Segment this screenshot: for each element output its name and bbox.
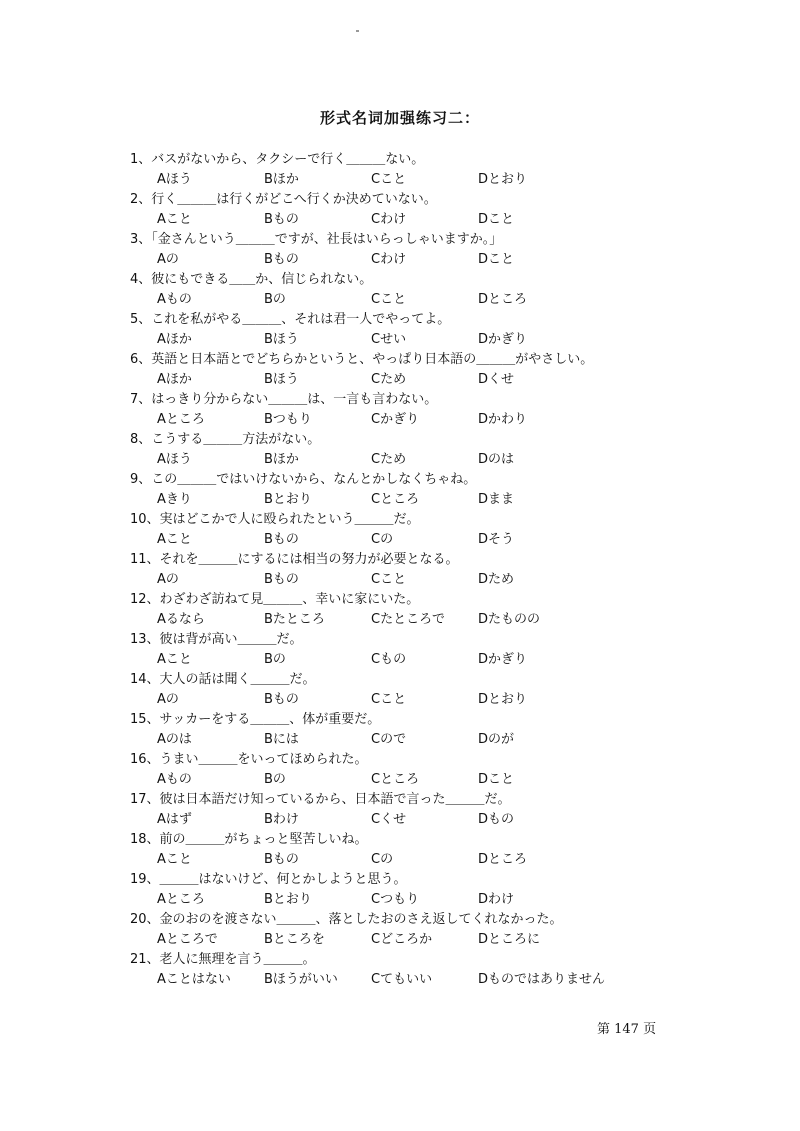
answer-option: Aこと <box>157 212 192 227</box>
answer-option: Aほか <box>157 332 192 347</box>
answer-option: Dそう <box>478 532 515 547</box>
question-stem: 10、実はどこかで人に殴られたという＿＿＿だ。 <box>130 512 420 527</box>
answer-option: Bほう <box>264 332 299 347</box>
question-stem: 9、この＿＿＿ではいけないから、なんとかしなくちゃね。 <box>130 472 477 487</box>
answer-option: Aきり <box>157 492 192 507</box>
answer-option: Cつもり <box>371 892 420 907</box>
answer-option: Aもの <box>157 772 192 787</box>
answer-option: Aほう <box>157 172 192 187</box>
answer-option: Aるなら <box>157 612 205 627</box>
answer-option: Dこと <box>478 212 515 227</box>
answer-option: Cところ <box>371 492 420 507</box>
answer-option: Bもの <box>264 252 299 267</box>
answer-option: Aのは <box>157 732 192 747</box>
answer-option: Cどころか <box>371 932 433 947</box>
answer-option: Cかぎり <box>371 412 420 427</box>
question-item <box>130 470 770 510</box>
answer-option: Aところ <box>157 892 205 907</box>
answer-option: Bほうがいい <box>264 972 338 987</box>
question-stem: 2、行く＿＿＿は行くがどこへ行くか決めていない。 <box>130 192 437 207</box>
answer-option: Aの <box>157 252 179 267</box>
answer-option: Cので <box>371 732 407 747</box>
answer-option: Bには <box>264 732 299 747</box>
question-stem: 3、「金さんという＿＿＿ですが、社長はいらっしゃいますか。」 <box>130 232 503 247</box>
answer-options <box>130 530 770 550</box>
question-stem: 12、わざわざ訪ねて見＿＿＿、幸いに家にいた。 <box>130 592 420 607</box>
answer-option: Cこと <box>371 692 407 707</box>
answer-option: Dわけ <box>478 892 515 907</box>
answer-option: Dたものの <box>478 612 541 627</box>
answer-option: Cせい <box>371 332 407 347</box>
answer-option: Bつもり <box>264 412 312 427</box>
answer-options <box>130 770 770 790</box>
question-item <box>130 230 770 270</box>
answer-option: Aの <box>157 572 179 587</box>
answer-options <box>130 850 770 870</box>
answer-option: Aところ <box>157 412 205 427</box>
question-item <box>130 270 770 310</box>
answer-option: Dところ <box>478 292 528 307</box>
answer-option: Bわけ <box>264 812 299 827</box>
answer-option: Bとおり <box>264 892 312 907</box>
answer-option: Dところ <box>478 852 528 867</box>
page-number: 第 147 页 <box>597 1022 657 1037</box>
answer-option: Cもの <box>371 652 407 667</box>
answer-option: Dとおり <box>478 692 528 707</box>
answer-options <box>130 450 770 470</box>
question-item <box>130 750 770 790</box>
answer-option: Bもの <box>264 852 299 867</box>
answer-option: Dところに <box>478 932 541 947</box>
answer-options <box>130 930 770 950</box>
question-stem: 8、こうする＿＿＿方法がない。 <box>130 432 321 447</box>
answer-option: Dため <box>478 572 515 587</box>
answer-options <box>130 610 770 630</box>
answer-option: Aはず <box>157 812 192 827</box>
question-item <box>130 590 770 630</box>
question-item <box>130 350 770 390</box>
answer-option: Dかわり <box>478 412 528 427</box>
answer-option: Bほか <box>264 172 299 187</box>
answer-option: Bの <box>264 652 286 667</box>
question-item <box>130 790 770 830</box>
question-stem: 7、はっきり分からない＿＿＿は、一言も言わない。 <box>130 392 438 407</box>
answer-option: Bもの <box>264 692 299 707</box>
answer-options <box>130 810 770 830</box>
answer-option: Bたところ <box>264 612 325 627</box>
question-stem: 19、＿＿＿はないけど、何とかしようと思う。 <box>130 872 407 887</box>
answer-option: Dこと <box>478 252 515 267</box>
answer-option: Cわけ <box>371 212 407 227</box>
question-item <box>130 510 770 550</box>
answer-option: Cこと <box>371 292 407 307</box>
question-item <box>130 830 770 870</box>
page-title: 形式名词加强练习二： <box>319 109 480 127</box>
answer-option: Dかぎり <box>478 652 528 667</box>
question-item <box>130 630 770 670</box>
question-item <box>130 190 770 230</box>
answer-option: Dのが <box>478 732 515 747</box>
question-item <box>130 550 770 590</box>
answer-option: Bの <box>264 772 286 787</box>
answer-options <box>130 690 770 710</box>
answer-options <box>130 650 770 670</box>
answer-option: Aの <box>157 692 179 707</box>
question-stem: 18、前の＿＿＿がちょっと堅苦しいね。 <box>130 832 368 847</box>
answer-option: Dのは <box>478 452 515 467</box>
question-stem: 11、それを＿＿＿にするには相当の努力が必要となる。 <box>130 552 459 567</box>
answer-option: Cくせ <box>371 812 407 827</box>
answer-options <box>130 890 770 910</box>
question-stem: 21、老人に無理を言う＿＿＿。 <box>130 952 316 967</box>
question-stem: 1、バスがないから、タクシーで行く＿＿＿ない。 <box>130 152 425 167</box>
answer-options <box>130 970 770 990</box>
answer-option: Aこと <box>157 652 192 667</box>
question-stem: 13、彼は背が高い＿＿＿だ。 <box>130 632 303 647</box>
answer-option: Aこと <box>157 852 192 867</box>
answer-option: Bもの <box>264 212 299 227</box>
answer-option: Cこと <box>371 572 407 587</box>
answer-option: Cてもいい <box>371 972 433 987</box>
answer-option: Dかぎり <box>478 332 528 347</box>
answer-option: Bところを <box>264 932 325 947</box>
question-stem: 16、うまい＿＿＿をいってほめられた。 <box>130 752 368 767</box>
question-stem: 20、金のおのを渡さない＿＿＿、落としたおのさえ返してくれなかった。 <box>130 912 563 927</box>
answer-options <box>130 570 770 590</box>
answer-option: Bもの <box>264 572 299 587</box>
answer-option: Cの <box>371 852 394 867</box>
question-item <box>130 390 770 430</box>
answer-option: Bほか <box>264 452 299 467</box>
answer-options <box>130 210 770 230</box>
answer-option: Cため <box>371 452 407 467</box>
answer-option: Aこと <box>157 532 192 547</box>
question-item <box>130 710 770 750</box>
answer-options <box>130 370 770 390</box>
answer-option: Bとおり <box>264 492 312 507</box>
question-item <box>130 910 770 950</box>
question-list <box>130 150 770 990</box>
answer-options <box>130 410 770 430</box>
answer-option: Cの <box>371 532 394 547</box>
answer-option: Dものではありません <box>478 972 606 987</box>
answer-option: Dこと <box>478 772 515 787</box>
answer-option: Aところで <box>157 932 218 947</box>
question-stem: 5、これを私がやる＿＿＿、それは君一人でやってよ。 <box>130 312 451 327</box>
answer-option: Dまま <box>478 492 515 507</box>
question-stem: 17、彼は日本語だけ知っているから、日本語で言った＿＿＿だ。 <box>130 792 511 807</box>
answer-option: Dもの <box>478 812 515 827</box>
question-item <box>130 670 770 710</box>
answer-options <box>130 330 770 350</box>
question-item <box>130 870 770 910</box>
answer-options <box>130 250 770 270</box>
answer-option: Aほか <box>157 372 192 387</box>
scan-dot <box>356 30 359 32</box>
answer-option: Bほう <box>264 372 299 387</box>
question-stem: 15、サッカーをする＿＿＿、体が重要だ。 <box>130 712 381 727</box>
answer-option: Bの <box>264 292 286 307</box>
answer-option: Cため <box>371 372 407 387</box>
answer-option: Aことはない <box>157 972 231 987</box>
question-stem: 4、彼にもできる＿＿か、信じられない。 <box>130 272 373 287</box>
answer-options <box>130 290 770 310</box>
question-item <box>130 310 770 350</box>
answer-option: Cたところで <box>371 612 445 627</box>
answer-option: Cこと <box>371 172 407 187</box>
answer-option: Cところ <box>371 772 420 787</box>
answer-option: Dとおり <box>478 172 528 187</box>
answer-options <box>130 170 770 190</box>
question-item <box>130 150 770 190</box>
question-stem: 6、英語と日本語とでどちらかというと、やっぱり日本語の＿＿＿がやさしい。 <box>130 352 594 367</box>
answer-option: Dくせ <box>478 372 515 387</box>
answer-option: Aほう <box>157 452 192 467</box>
answer-option: Aもの <box>157 292 192 307</box>
answer-option: Cわけ <box>371 252 407 267</box>
answer-options <box>130 490 770 510</box>
question-item <box>130 430 770 470</box>
question-stem: 14、大人の話は聞く＿＿＿だ。 <box>130 672 316 687</box>
answer-option: Bもの <box>264 532 299 547</box>
question-item <box>130 950 770 990</box>
answer-options <box>130 730 770 750</box>
